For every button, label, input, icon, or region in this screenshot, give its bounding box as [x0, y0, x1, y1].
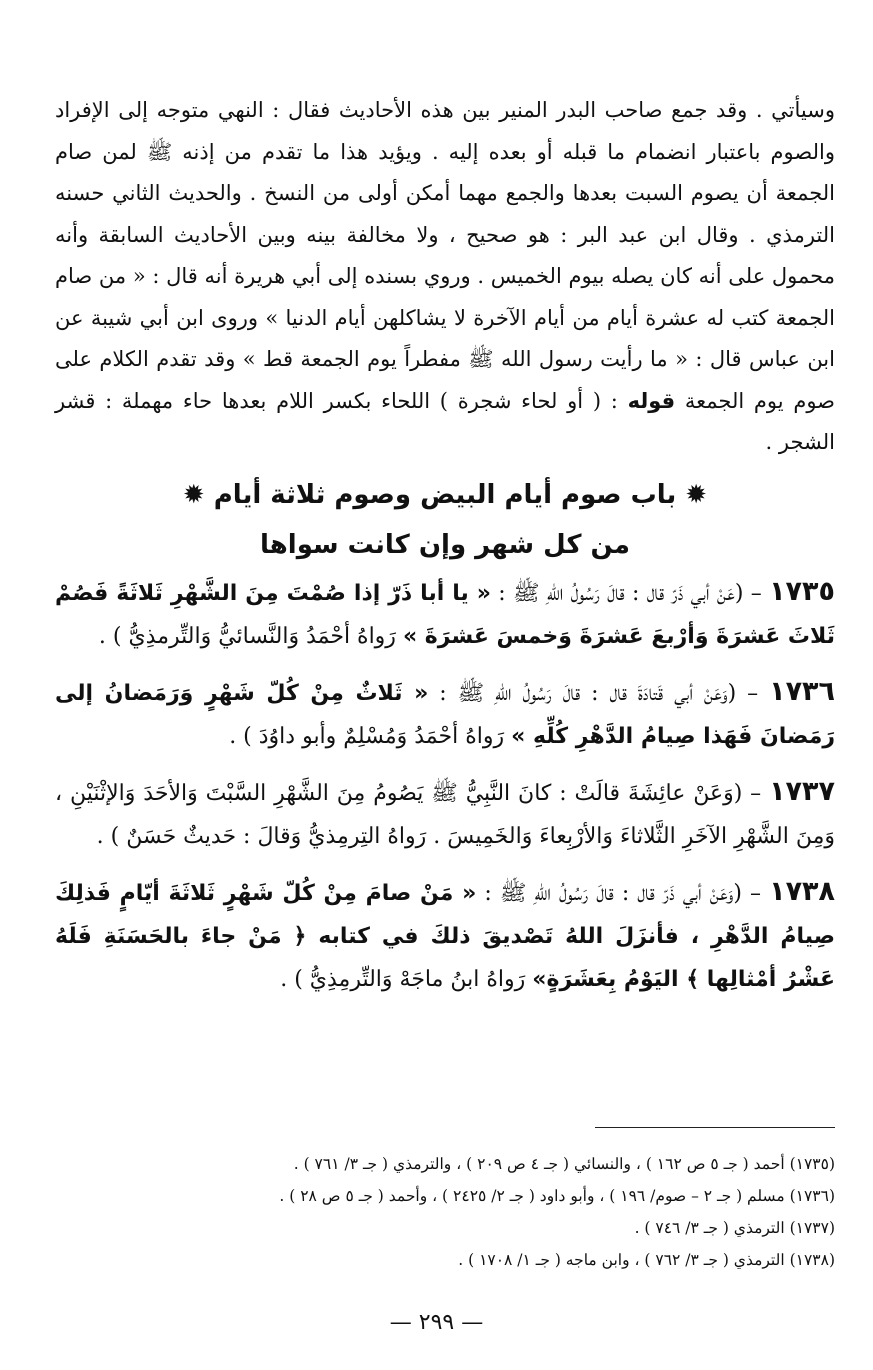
footnote-divider: [595, 1127, 835, 1128]
text-line: تقدم الكلام على صوم يوم الجمعة: [55, 347, 836, 413]
hadith-source: رَواهُ ابنُ ماجَهْ وَالتِّرمِذِيُّ ) .: [280, 966, 526, 992]
hadith-matn: « ثَلاثٌ مِنْ كُلّ شَهْرٍ وَرَمَضانُ إلى رَمَضانَ فَهَذا صِيامُ الدَّهْرِ كُلِّهِ »: [55, 680, 835, 749]
text-line: صام الجمعة كتب له عشرة أيام من أيام الآخرة لا يشاكلهن أيام الدنيا » وروى ابن: [55, 264, 836, 330]
hadith-number: ١٧٣٦: [769, 675, 836, 707]
footnote: (١٧٣٦) مسلم ( جـ ٢ – صوم/ ١٩٦ ) ، وأبو داود ( جـ ٢/ ٢٤٢٥ ) ، وأحمد ( جـ ٥ ص ٢٨ ) .: [279, 1187, 835, 1205]
qawluhu-label: قوله: [627, 388, 676, 413]
page-number: — ٢٩٩ —: [389, 1310, 484, 1335]
hadith-1735: [55, 570, 835, 658]
page-body: [55, 90, 835, 1001]
text-line: أبي شيبة عن ابن عباس قال : « ما رأيت رسول الله ﷺ مفطراً يوم الجمعة قط » وقد: [55, 305, 835, 371]
hadith-matn: « مَنْ صامَ مِنْ كُلّ شَهْرٍ ثَلاثَةَ أيّامٍ فَذلِكَ صِيامُ الدَّهْرِ ، فأنزَلَ اللهُ تَصْديقَ ذلكَ في كتابه ﴿ مَنْ جاءَ بالحَسَنَةِ فَلَهُ عَشْرُ أمْثالِها ﴾ اليَوْمُ بِعَشَرَةٍ»: [55, 880, 835, 992]
hadith-source: رَواهُ أحْمَدُ وَمُسْلِمٌ وأبو داوُدَ ) .: [229, 723, 505, 749]
hadith-number: ١٧٣٨: [769, 875, 836, 907]
text-line: والصوم باعتبار انضمام ما قبله أو بعده إليه . ويؤيد هذا ما تقدم من إذنه ﷺ لمن صام: [55, 139, 835, 164]
text-line: الترمذي . وقال ابن عبد البر : هو صحيح ، ولا مخالفة بينه وبين الأحاديث السابقة وأنه: [55, 222, 835, 247]
chapter-title-line2: من كل شهر وإن كانت سواها: [260, 529, 630, 560]
hadith-matn: « يا أبا ذَرّ إذا صُمْتَ مِنَ الشَّهْرِ ثَلاثَةً فَصُمْ ثَلاثَ عَشرَةَ وَأرْبعَ عَشرَةَ وَخمسَ عَشرَةَ »: [55, 580, 835, 649]
hadith-1737: [55, 770, 835, 858]
hadith-1736: [55, 670, 835, 758]
footnote: (١٧٣٨) الترمذي ( جـ ٣/ ٧٦٢ ) ، وابن ماجه ( جـ ١/ ١٧٠٨ ) .: [458, 1251, 835, 1269]
text-line: حاء مهملة : قشر الشجر .: [55, 388, 835, 454]
hadith-intro: – (عَنْ أبي ذَرّ قال : قالَ رَسُولُ اللهِ ﷺ :: [498, 580, 762, 606]
hadith-intro: – (وَعَنْ أبي قَتادَةَ قال : قالَ رَسُولُ اللهِ ﷺ :: [439, 680, 759, 706]
hadith-source: رَواهُ أحْمَدُ وَالنَّسائيُّ وَالتِّرمذِيُّ ) .: [98, 623, 396, 649]
star-ornament-icon: ✹: [182, 479, 205, 510]
footnote: (١٧٣٥) أحمد ( جـ ٥ ص ١٦٢ ) ، والنسائي ( جـ ٤ ص ٢٠٩ ) ، والترمذي ( جـ ٣/ ٧٦١ ) .: [293, 1155, 835, 1173]
hadith-number: ١٧٣٧: [769, 775, 835, 807]
hadith-1738: [55, 870, 835, 1001]
text-line: الجمعة أن يصوم السبت بعدها والجمع مهما أمكن أولى من النسخ . والحديث الثاني حسنه: [55, 181, 835, 205]
star-ornament-icon: ✹: [685, 479, 708, 510]
chapter-title-line1: باب صوم أيام البيض وصوم ثلاثة أيام: [213, 479, 677, 510]
hadith-intro: – (وَعَنْ عائِشَةَ قالَتْ : كانَ النَّبِيُّ ﷺ يَصُومُ مِنَ الشَّهْرِ السَّبْتَ وَالأحَدَ وَالإثْنَيْنِ ، وَمِنَ الشَّهْرِ الآخَرِ الثَّلاثاءَ وَالأرْبِعاءَ وَالخَمِيسَ . رَواهُ التِرمِذيُّ وَقالَ : حَديثٌ حَسَنٌ ) .: [55, 780, 835, 849]
chapter-subtitle: [55, 520, 835, 570]
text-line: : ( أو لحاء شجرة ) اللحاء بكسر اللام بعدها: [221, 388, 618, 413]
continuation-text: [55, 90, 835, 464]
hadith-number: ١٧٣٥: [769, 575, 835, 607]
footnotes: [55, 1148, 835, 1276]
hadith-intro: – (وَعَنْ أبي ذَرّ قال : قالَ رَسُولُ اللهِ ﷺ :: [484, 880, 762, 906]
text-line: محمول على أنه كان يصله بيوم الخميس . وروي بسنده إلى أبي هريرة أنه قال : « من: [98, 264, 835, 288]
footnote: (١٧٣٧) الترمذي ( جـ ٣/ ٧٤٦ ) .: [634, 1219, 835, 1237]
text-line: وسيأتي . وقد جمع صاحب البدر المنير بين هذه الأحاديث فقال : النهي متوجه إلى الإفراد: [55, 98, 835, 122]
chapter-title: [55, 470, 835, 520]
